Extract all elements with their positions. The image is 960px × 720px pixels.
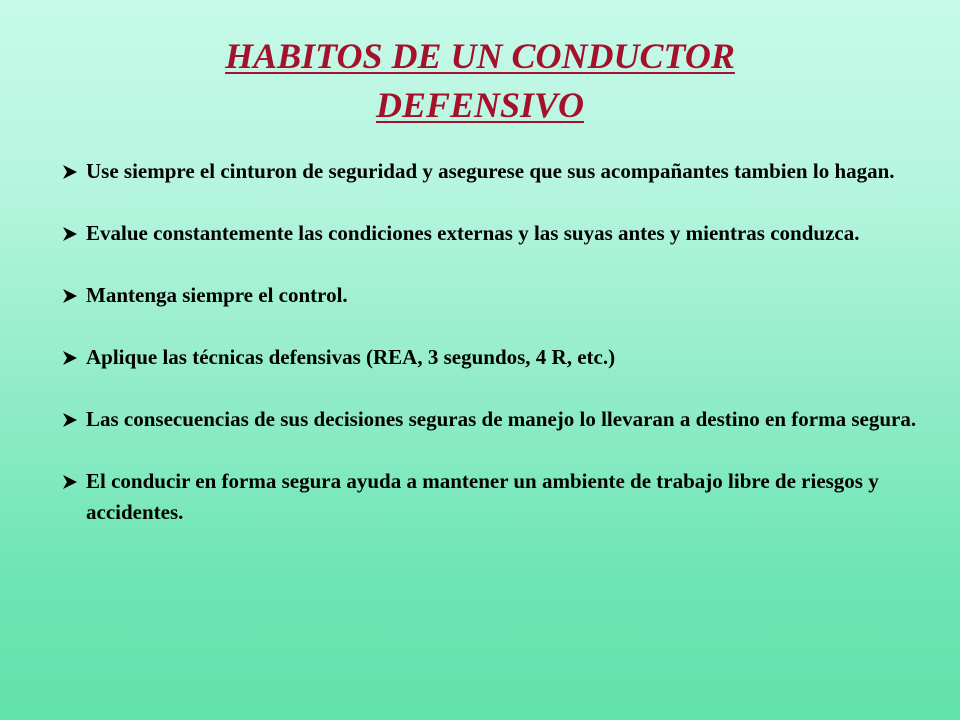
arrowhead-bullet-icon	[62, 404, 86, 435]
arrowhead-bullet-icon	[62, 280, 86, 311]
bullet-item	[62, 218, 922, 249]
bullet-item	[62, 404, 922, 435]
arrowhead-bullet-icon	[62, 218, 86, 249]
bullet-text: Mantenga siempre el control.	[86, 283, 348, 307]
bullet-item	[62, 342, 922, 373]
bullet-list	[62, 156, 922, 528]
arrowhead-bullet-icon	[62, 342, 86, 373]
bullet-item	[62, 280, 922, 311]
slide-title	[0, 32, 960, 130]
slide-title-line-1: HABITOS DE UN CONDUCTOR	[225, 36, 735, 76]
bullet-item	[62, 156, 922, 187]
bullet-text: Use siempre el cinturon de seguridad y asegurese que sus acompañantes tambien lo hagan.	[86, 159, 895, 183]
arrowhead-bullet-icon	[62, 156, 86, 187]
bullet-text: Evalue constantemente las condiciones externas y las suyas antes y mientras conduzca.	[86, 221, 860, 245]
bullet-item	[62, 466, 922, 528]
bullet-text: Aplique las técnicas defensivas (REA, 3 segundos, 4 R, etc.)	[86, 345, 616, 369]
bullet-text: El conducir en forma segura ayuda a mantener un ambiente de trabajo libre de riesgos y accidentes.	[86, 469, 879, 524]
bullet-text: Las consecuencias de sus decisiones seguras de manejo lo llevaran a destino en forma segura.	[86, 407, 917, 431]
slide-title-line-2: DEFENSIVO	[375, 85, 585, 125]
arrowhead-bullet-icon	[62, 466, 86, 497]
